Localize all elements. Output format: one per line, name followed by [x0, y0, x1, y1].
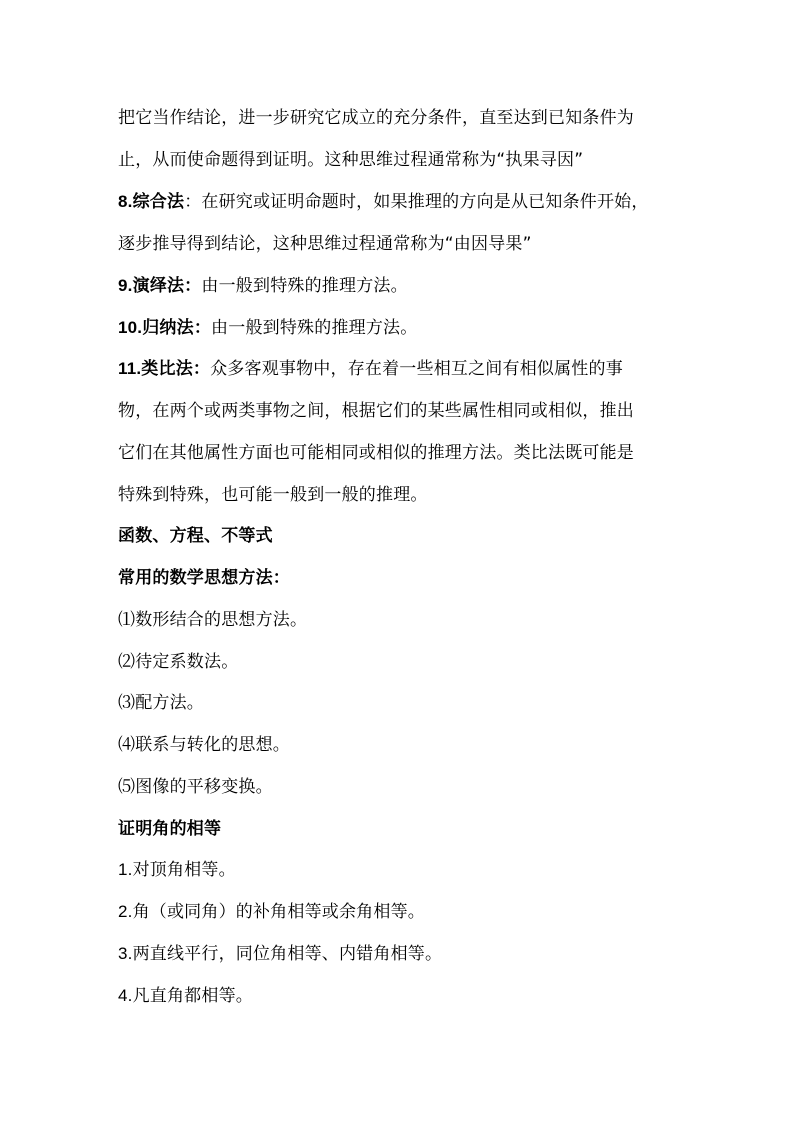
list-item — [118, 775, 688, 799]
item-label: 8.综合法 — [118, 192, 185, 211]
line-text: 由一般到特殊的推理方法。 — [211, 318, 418, 338]
item-label: 1. — [118, 860, 133, 879]
list-item — [118, 733, 688, 757]
line-text: ：在研究或证明命题时，如果推理的方向是从已知条件开始， — [184, 192, 649, 212]
list-item — [118, 608, 688, 632]
heading-text: 证明角的相等 — [118, 819, 222, 839]
line-text: ⑴数形结合的思想方法。 — [118, 610, 308, 630]
section-heading-functions — [118, 524, 688, 548]
paragraph-line — [118, 232, 688, 256]
item-label: 9.演绎法： — [118, 276, 202, 295]
item-label: 2. — [118, 902, 133, 921]
list-item-synthesis-method — [118, 190, 688, 214]
paragraph-line — [118, 106, 688, 130]
line-text: 把它当作结论，进一步研究它成立的充分条件，直至达到已知条件为 — [118, 108, 634, 128]
list-item — [118, 691, 688, 715]
item-label: 4. — [118, 986, 133, 1005]
line-text: 凡直角都相等。 — [132, 986, 253, 1006]
paragraph-line — [118, 399, 688, 423]
item-label: 10.归纳法： — [118, 318, 212, 337]
line-text: ⑸图像的平移变换。 — [118, 777, 273, 797]
line-text: 止，从而使命题得到证明。这种思维过程通常称为“执果寻因” — [118, 150, 584, 170]
line-text: ⑶配方法。 — [118, 693, 204, 713]
line-text: 它们在其他属性方面也可能相同或相似的推理方法。类比法既可能是 — [118, 443, 634, 463]
line-text: 逐步推导得到结论，这种思维过程通常称为“由因导果” — [118, 234, 532, 254]
section-heading-math-methods — [118, 566, 688, 590]
item-label: 11.类比法： — [118, 359, 211, 378]
list-item — [118, 984, 688, 1008]
heading-text: 常用的数学思想方法： — [118, 568, 290, 588]
line-text: 两直线平行，同位角相等、内错角相等。 — [132, 944, 443, 964]
item-label: 3. — [118, 944, 133, 963]
heading-text: 函数、方程、不等式 — [118, 526, 273, 546]
list-item-deduction-method — [118, 274, 688, 298]
line-text: ⑷联系与转化的思想。 — [118, 735, 290, 755]
line-text: 物，在两个或两类事物之间，根据它们的某些属性相同或相似，推出 — [118, 401, 634, 421]
line-text: 对顶角相等。 — [132, 860, 236, 880]
line-text: 由一般到特殊的推理方法。 — [201, 276, 408, 296]
line-text: ⑵待定系数法。 — [118, 652, 239, 672]
list-item-analogy-method — [118, 357, 688, 381]
line-text: 众多客观事物中，存在着一些相互之间有相似属性的事 — [210, 359, 623, 379]
line-text: 角（或同角）的补角相等或余角相等。 — [132, 902, 425, 922]
list-item — [118, 858, 688, 882]
line-text: 特殊到特殊，也可能一般到一般的推理。 — [118, 485, 428, 505]
list-item — [118, 900, 688, 924]
list-item-induction-method — [118, 316, 688, 340]
paragraph-line — [118, 441, 688, 465]
list-item — [118, 650, 688, 674]
paragraph-line — [118, 483, 688, 507]
list-item — [118, 942, 688, 966]
section-heading-equal-angles — [118, 817, 688, 841]
paragraph-line — [118, 148, 688, 172]
